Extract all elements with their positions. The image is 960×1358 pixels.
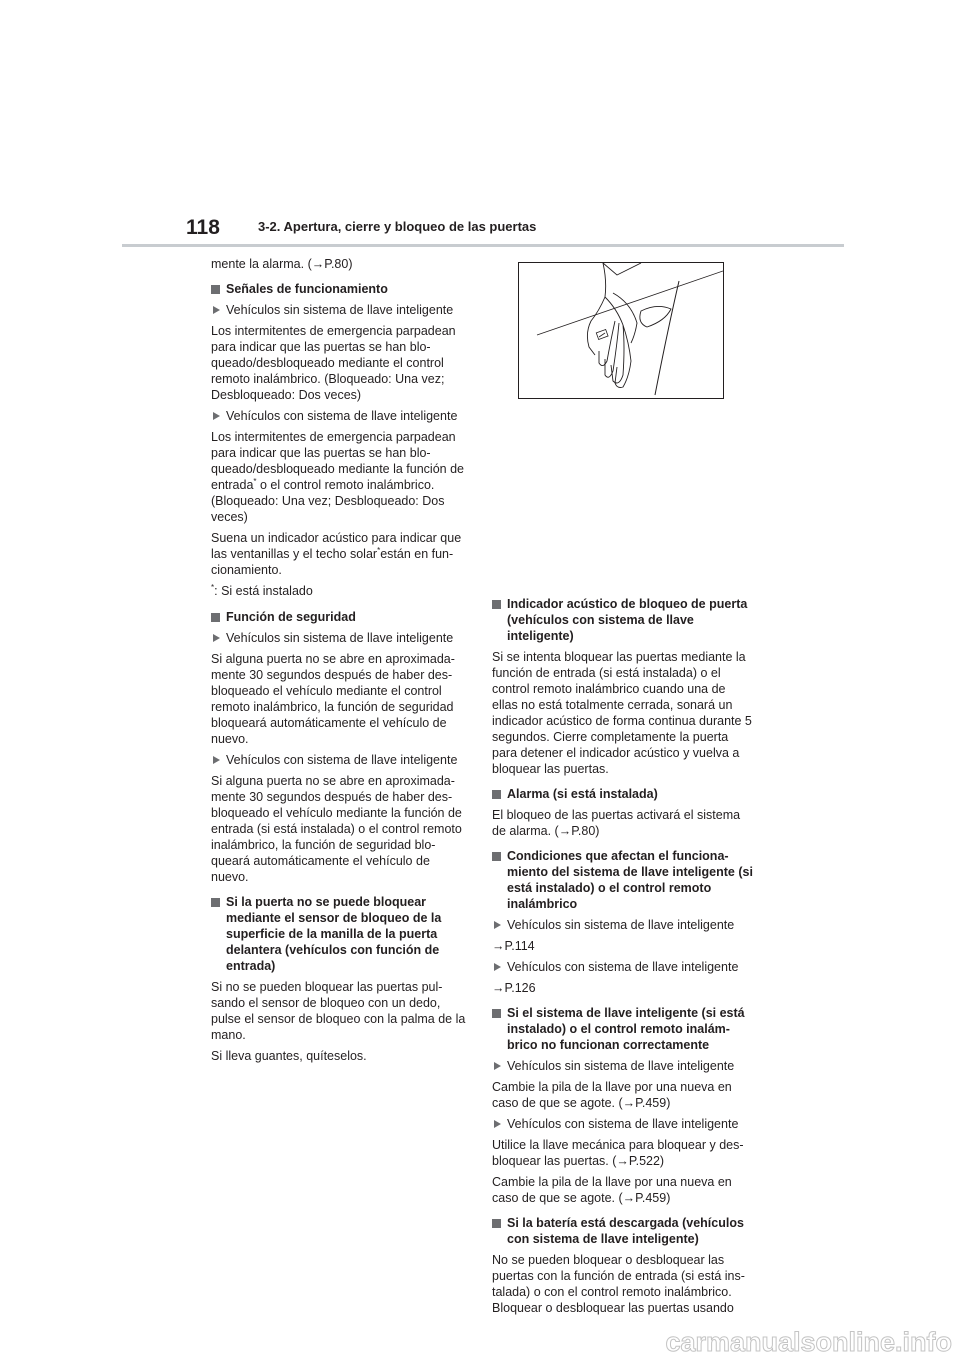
- footnote-mark: *: [377, 545, 381, 555]
- door-handle-illustration: [518, 262, 724, 399]
- triangle-bullet-icon: [494, 963, 501, 971]
- square-bullet-icon: [211, 613, 220, 622]
- square-bullet-icon: [492, 1009, 501, 1018]
- paragraph: Si no se pueden bloquear las puertas pul-sando el sensor de bloqueo con un dedo, pulse el sensor de bloqueo con la palma de la mano.: [211, 980, 466, 1042]
- paragraph: Cambie la pila de la llave por una nueva en caso de que se agote. (→P.459): [492, 1080, 732, 1110]
- square-bullet-icon: [492, 790, 501, 799]
- paragraph: Si alguna puerta no se abre en aproximada-mente 30 segundos después de haber des-bloqueado el vehículo mediante la función de entrada (si está instalada) o el control remoto inalámbrico, la función de seguridad blo-queará automáticamente el vehículo de nuevo.: [211, 774, 462, 884]
- paragraph: Los intermitentes de emergencia parpadean para indicar que las puertas se han blo-queado/desbloqueado mediante la función de entrada* o el control remoto inalámbrico. (Bloqueado: Una vez; Desbloqueado: Dos veces): [211, 430, 464, 524]
- footnote: *: Si está instalado: [211, 582, 313, 598]
- square-bullet-icon: [211, 898, 220, 907]
- heading-signals: Señales de funcionamiento: [211, 281, 467, 297]
- subheading-smart-key: Vehículos con sistema de llave inteligente: [492, 1116, 754, 1132]
- heading-alarm: Alarma (si está instalada): [492, 786, 754, 802]
- intro-text: mente la alarma. (→P.80): [211, 257, 353, 271]
- right-column: [492, 596, 754, 1321]
- triangle-bullet-icon: [213, 412, 220, 420]
- left-column: [211, 256, 467, 1069]
- paragraph: Si lleva guantes, quíteselos.: [211, 1049, 367, 1063]
- square-bullet-icon: [492, 852, 501, 861]
- paragraph: Utilice la llave mecánica para bloquear y des-bloquear las puertas. (→P.522): [492, 1138, 744, 1168]
- paragraph: Suena un indicador acústico para indicar que las ventanillas y el techo solar*están en fun-cionamiento.: [211, 531, 462, 577]
- triangle-bullet-icon: [213, 306, 220, 314]
- heading-battery-discharged: Si la batería está descargada (vehículos con sistema de llave inteligente): [492, 1215, 754, 1247]
- paragraph: Los intermitentes de emergencia parpadean para indicar que las puertas se han blo-queado/desbloqueado mediante el control remoto inalámbrico. (Bloqueado: Una vez; Desbloqueado: Dos veces): [211, 324, 456, 402]
- page-reference: →P.126: [492, 981, 536, 995]
- watermark-logo: [0, 1322, 960, 1358]
- paragraph: Si alguna puerta no se abre en aproximada-mente 30 segundos después de haber des-bloqueado el vehículo mediante el control remoto inalámbrico, la función de seguridad bloqueará automáticamente el vehículo de nuevo.: [211, 652, 455, 746]
- square-bullet-icon: [211, 285, 220, 294]
- svg-text:carmanualsonline.info: carmanualsonline.info: [665, 1327, 952, 1357]
- paragraph: Cambie la pila de la llave por una nueva en caso de que se agote. (→P.459): [492, 1175, 732, 1205]
- triangle-bullet-icon: [494, 921, 501, 929]
- page-reference: →P.114: [492, 939, 535, 953]
- heading-door-lock-buzzer: Indicador acústico de bloqueo de puerta (vehículos con sistema de llave inteligente): [492, 596, 754, 644]
- triangle-bullet-icon: [213, 634, 220, 642]
- triangle-bullet-icon: [494, 1120, 501, 1128]
- subheading-smart-key: Vehículos con sistema de llave inteligente: [492, 959, 754, 975]
- triangle-bullet-icon: [213, 756, 220, 764]
- heading-conditions: Condiciones que afectan el funciona-miento del sistema de llave inteligente (si está instalado) o el control remoto inalámbrico: [492, 848, 754, 912]
- subheading-no-smart-key: Vehículos sin sistema de llave inteligente: [211, 302, 467, 318]
- subheading-no-smart-key: Vehículos sin sistema de llave inteligente: [211, 630, 467, 646]
- subheading-no-smart-key: Vehículos sin sistema de llave inteligente: [492, 1058, 754, 1074]
- triangle-bullet-icon: [494, 1062, 501, 1070]
- page-number: 118: [186, 216, 220, 239]
- square-bullet-icon: [492, 1219, 501, 1228]
- paragraph: No se pueden bloquear o desbloquear las puertas con la función de entrada (si está ins-talada) o con el control remoto inalámbrico. Bloquear o desbloquear las puertas usando: [492, 1253, 745, 1315]
- subheading-smart-key: Vehículos con sistema de llave inteligente: [211, 752, 467, 768]
- header-rule: [122, 244, 844, 247]
- square-bullet-icon: [492, 600, 501, 609]
- footnote-mark: *: [253, 476, 257, 486]
- paragraph: El bloqueo de las puertas activará el sistema de alarma. (→P.80): [492, 808, 741, 838]
- heading-lock-sensor: Si la puerta no se puede bloquear mediante el sensor de bloqueo de la superficie de la manilla de la puerta delantera (vehículos con función de entrada): [211, 894, 467, 974]
- section-title: 3-2. Apertura, cierre y bloqueo de las puertas: [258, 219, 537, 234]
- subheading-smart-key: Vehículos con sistema de llave inteligente: [211, 408, 467, 424]
- subheading-no-smart-key: Vehículos sin sistema de llave inteligente: [492, 917, 754, 933]
- heading-malfunction: Si el sistema de llave inteligente (si está instalado) o el control remoto inalám-brico no funcionan correctamente: [492, 1005, 754, 1053]
- heading-security-function: Función de seguridad: [211, 609, 467, 625]
- hand-on-door-handle-icon: [519, 263, 724, 399]
- paragraph: Si se intenta bloquear las puertas mediante la función de entrada (si está instalada) o el control remoto inalámbrico cuando una de ellas no está totalmente cerrada, sonará un indicador acústico de forma continua durante 5 segundos. Cierre completamente la puerta para detener el indicador acústico y vuelva a bloquear las puertas.: [492, 650, 752, 776]
